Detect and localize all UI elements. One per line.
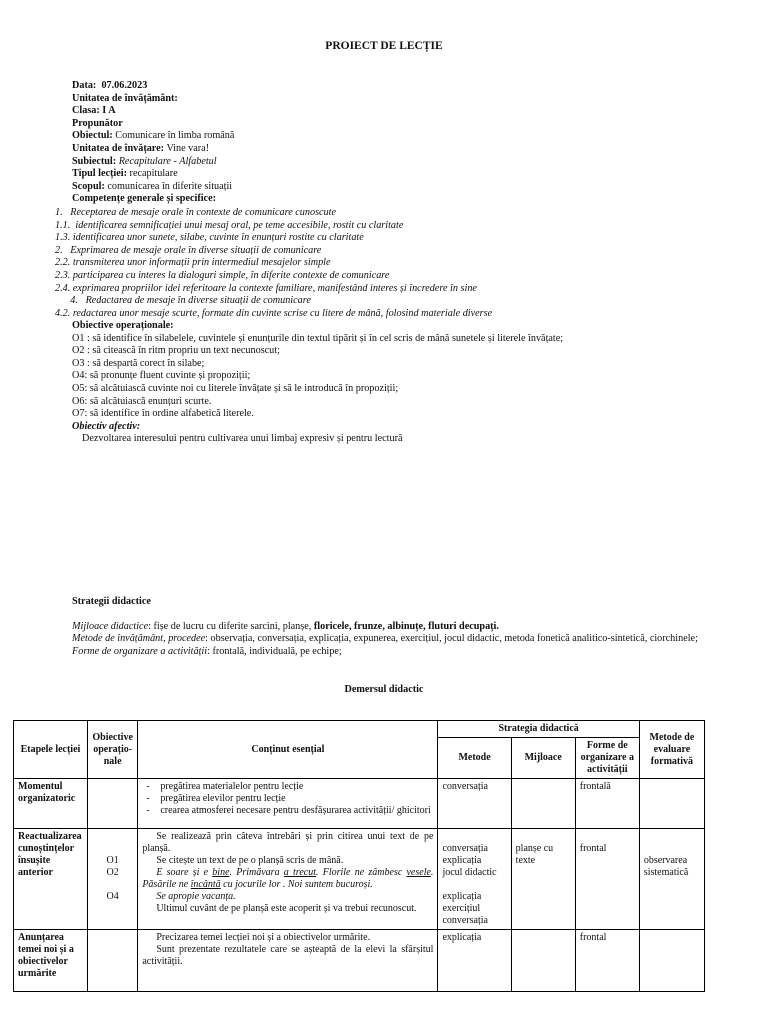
methods-line xyxy=(72,633,762,646)
cell-objectives xyxy=(87,829,137,930)
meta-class-line xyxy=(72,105,752,118)
table-row xyxy=(14,930,705,992)
cell-evaluation xyxy=(639,930,704,992)
header-forms: Forme de organizare a activității xyxy=(575,738,639,779)
cell-content xyxy=(138,930,438,992)
means-label: Mijloace didactice xyxy=(72,620,149,632)
subject-value: Comunicare în limba română xyxy=(115,130,235,142)
methods-text: : observația, conversația, explicația, expunerea, exercițiul, jocul didactic, metoda fonetică analitico-sintetică, ciorchinele; xyxy=(205,633,698,645)
meta-school-line: Unitatea de învățământ: xyxy=(72,92,178,104)
content-text-sample-end: Se apropie vacanța. xyxy=(156,891,236,902)
strategies-heading: Strategii didactice xyxy=(72,596,151,607)
objective-code: O1 xyxy=(106,855,119,866)
content-item: - pregătirea elevilor pentru lecție xyxy=(160,793,433,805)
scope-label: Scopul: xyxy=(72,180,105,192)
competence-item: 2.4. exprimarea propriilor idei referitoare la contexte familiare, manifestând interes și încredere în sine xyxy=(55,282,477,294)
content-paragraph: Sunt prezentate rezultatele care se așteaptă de la elevi la sfârșitul activității. xyxy=(142,944,434,967)
header-content: Conținut esențial xyxy=(138,721,438,779)
content-paragraph: Precizarea temei lecției noi și a obiectivelor urmărite. xyxy=(156,932,371,943)
table-row xyxy=(14,779,705,829)
forms-line xyxy=(72,646,762,659)
cell-methods: explicația xyxy=(438,930,511,992)
cell-stage: Reactualizarea cunoștințelor însușite anterior xyxy=(14,829,88,930)
meta-data-line xyxy=(72,80,752,93)
class-label: Clasa: xyxy=(72,105,100,117)
meta-unit-line xyxy=(72,143,752,156)
content-paragraph: Ultimul cuvânt de pe planșă este acoperit și va trebui recunoscut. xyxy=(156,903,417,914)
didactic-approach-title: Demersul didactic xyxy=(344,684,424,695)
competence-item: 2. Exprimarea de mesaje orale în diverse situații de comunicare xyxy=(55,244,322,256)
cell-methods xyxy=(438,829,511,930)
cell-forms: frontală xyxy=(575,779,639,829)
unit-label: Unitatea de învățare: xyxy=(72,142,165,154)
competence-item: 1.3. identificarea unor sunete, silabe, cuvinte în enunțuri rostite cu claritate xyxy=(55,232,364,244)
header-methods: Metode xyxy=(438,738,511,779)
type-label: Tipul lecției: xyxy=(72,168,127,180)
forms-label: Forme de organizare a activității xyxy=(72,645,208,657)
header-strategy: Strategia didactică xyxy=(438,721,639,738)
meta-teacher-line: Propunător xyxy=(72,117,123,129)
cell-evaluation xyxy=(639,779,704,829)
method-item: jocul didactic xyxy=(442,867,497,878)
topic-value: Recapitulare - Alfabetul xyxy=(118,155,217,167)
cell-means: planșe cu texte xyxy=(511,829,575,930)
lesson-table xyxy=(13,720,705,992)
cell-content xyxy=(138,779,438,829)
cell-objectives xyxy=(87,930,137,992)
method-item: conversația xyxy=(442,843,488,854)
header-evaluation: Metode de evaluare formativă xyxy=(639,721,704,779)
cell-means xyxy=(511,930,575,992)
content-paragraph: Se realizează prin câteva întrebări și prin citirea unui text de pe planșă. xyxy=(142,831,434,854)
objective-item: O7: să identifice în ordine alfabetică literele. xyxy=(72,408,254,420)
cell-forms: frontal xyxy=(575,930,639,992)
class-value: I A xyxy=(102,105,116,117)
subject-label: Obiectul: xyxy=(72,130,113,142)
method-item: explicația xyxy=(442,855,482,866)
method-item: conversația xyxy=(442,915,488,926)
content-text-sample: E soare și e bine. Primăvara a trecut. Florile ne zâmbesc vesele. Păsările ne încântă cu jocurile lor . Noi suntem bucuroși. xyxy=(142,867,434,890)
forms-text: : frontală, individuală, pe echipe; xyxy=(207,645,342,657)
meta-type-line xyxy=(72,168,752,181)
table-row xyxy=(14,829,705,930)
methods-label: Metode de învățământ, procedee xyxy=(72,633,206,645)
competence-item: 2.3. participarea cu interes la dialoguri simple, în diferite contexte de comunicare xyxy=(55,269,390,281)
competence-item: 2.2. transmiterea unor informații prin intermediul mesajelor simple xyxy=(55,257,331,269)
cell-forms: frontal xyxy=(575,829,639,930)
objective-item: O1 : să identifice în silabelele, cuvintele și enunțurile din textul tipărit și în cel scris de mână sunetele și literele învățate; xyxy=(72,332,564,344)
objective-code: O4 xyxy=(106,891,119,902)
competences-list xyxy=(55,207,755,320)
scope-value: comunicarea în diferite situații xyxy=(107,180,233,192)
unit-value: Vine vara! xyxy=(166,142,210,154)
affective-heading: Obiectiv afectiv: xyxy=(72,420,141,432)
page-title: PROIECT DE LECȚIE xyxy=(325,40,443,52)
content-item: - crearea atmosferei necesare pentru desfășurarea activității/ ghicitori xyxy=(160,805,433,817)
header-stages: Etapele lecției xyxy=(14,721,88,779)
cell-methods: conversația xyxy=(438,779,511,829)
lesson-metadata xyxy=(72,80,752,206)
cell-evaluation: observarea sistematică xyxy=(639,829,704,930)
content-item: - pregătirea materialelor pentru lecție xyxy=(160,781,433,793)
meta-scope-line xyxy=(72,181,752,194)
cell-stage: Momentul organizatoric xyxy=(14,779,88,829)
means-bold: floricele, frunze, albinuțe, fluturi decupați. xyxy=(313,620,499,632)
affective-text: Dezvoltarea interesului pentru cultivarea unui limbaj expresiv și pentru lectură xyxy=(82,433,403,445)
objective-item: O4: să pronunțe fluent cuvinte și propoziții; xyxy=(72,370,251,382)
strategies-section xyxy=(72,596,762,658)
competences-heading: Competențe generale și specifice: xyxy=(72,193,216,205)
objective-item: O6: să alcătuiască enunțuri scurte. xyxy=(72,395,212,407)
type-value: recapitulare xyxy=(129,168,178,180)
competence-item: 1.1. identificarea semnificației unui mesaj oral, pe teme accesibile, rostit cu claritate xyxy=(55,219,404,231)
means-line xyxy=(72,621,762,634)
header-objectives: Obiective operațio-nale xyxy=(87,721,137,779)
objectives-heading: Obiective operaționale: xyxy=(72,320,174,331)
data-value: 07.06.2023 xyxy=(101,80,148,91)
objective-item: O2 : să citească în ritm propriu un text necunoscut; xyxy=(72,345,280,357)
competence-item: 1. Receptarea de mesaje orale în contexte de comunicare cunoscute xyxy=(55,207,336,218)
topic-label: Subiectul: xyxy=(72,155,117,167)
competence-item: 4. Redactarea de mesaje în diverse situații de comunicare xyxy=(55,295,311,307)
content-paragraph: Se citește un text de pe o planșă scris de mână. xyxy=(156,855,344,866)
objective-item: O3 : să despartă corect în silabe; xyxy=(72,357,205,369)
competence-item: 4.2. redactarea unor mesaje scurte, formate din cuvinte scrise cu litere de mână, folosind materiale diverse xyxy=(55,307,493,319)
header-means: Mijloace xyxy=(511,738,575,779)
cell-content xyxy=(138,829,438,930)
data-label: Data: xyxy=(72,80,97,91)
meta-subject-line xyxy=(72,130,752,143)
method-item: exercițiul xyxy=(442,903,481,914)
meta-topic-line xyxy=(72,156,752,169)
objective-code: O2 xyxy=(106,867,119,878)
method-item: explicația xyxy=(442,891,482,902)
cell-objectives xyxy=(87,779,137,829)
cell-means xyxy=(511,779,575,829)
table-header-row xyxy=(14,721,705,738)
means-text: : fișe de lucru cu diferite sarcini, planșe, xyxy=(148,620,314,632)
objectives-section xyxy=(72,320,762,446)
objective-item: O5: să alcătuiască cuvinte noi cu literele învățate și să le introducă în propoziții; xyxy=(72,382,399,394)
cell-stage: Anunțarea temei noi și a obiectivelor urmărite xyxy=(14,930,88,992)
